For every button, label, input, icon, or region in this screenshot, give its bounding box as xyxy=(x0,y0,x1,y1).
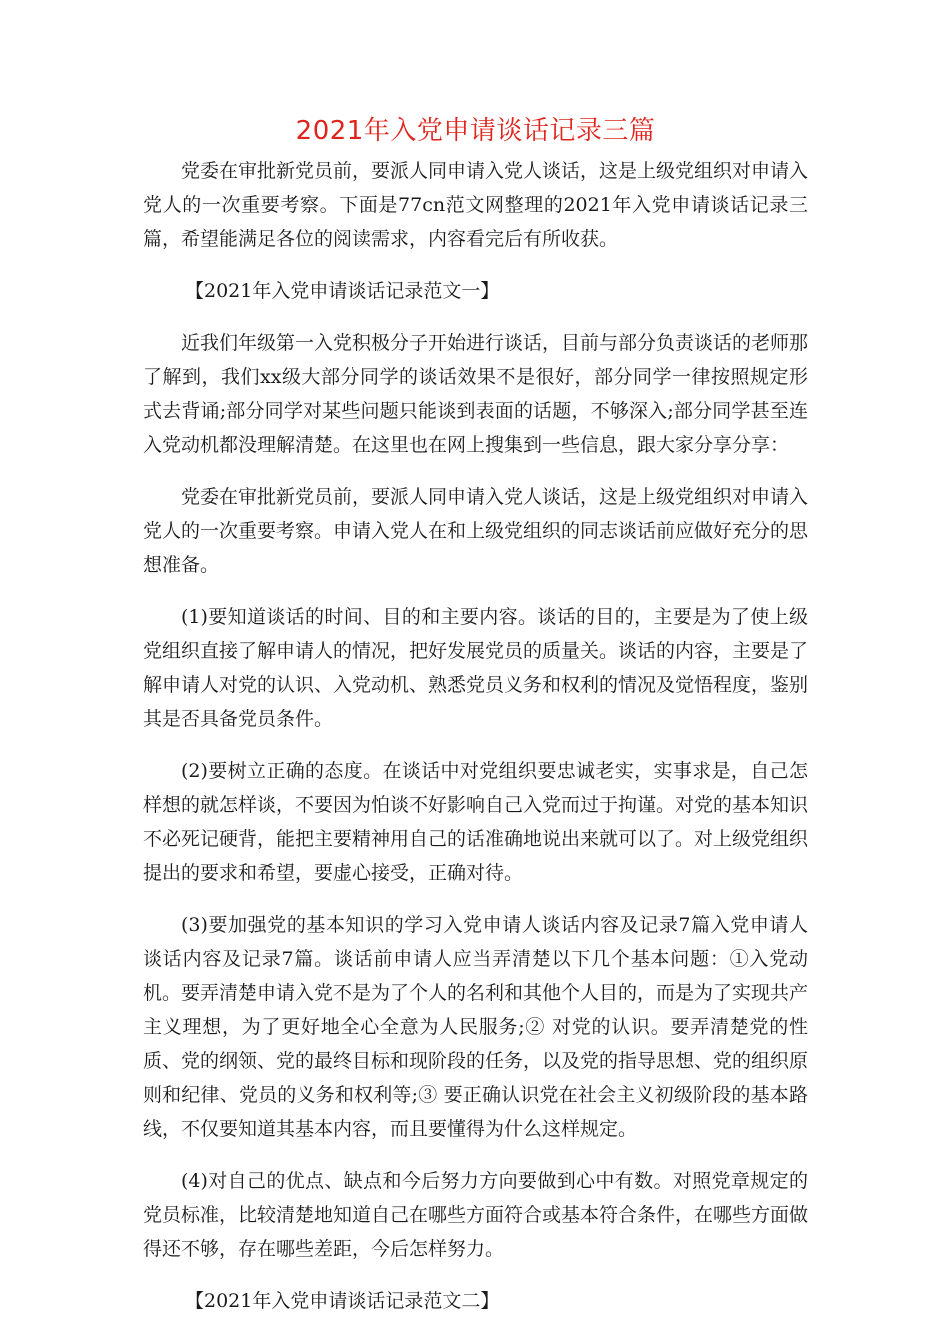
document-title: 2021年入党申请谈话记录三篇 xyxy=(295,116,656,146)
intro-paragraph: 党委在审批新党员前，要派人同申请入党人谈话，这是上级党组织对申请入党人的一次重要考察。下面是77cn范文网整理的2021年入党申请谈话记录三篇，希望能满足各位的阅读需求，内容看完后有所收获。 xyxy=(143,160,809,250)
document-page xyxy=(143,110,808,1336)
body-paragraph-3: (1)要知道谈话的时间、目的和主要内容。谈话的目的，主要是为了使上级党组织直接了解申请人的情况，把好发展党员的质量关。谈话的内容，主要是了解申请人对党的认识、入党动机、熟悉党员义务和权利的情况及觉悟程度，鉴别其是否具备党员条件。 xyxy=(143,606,809,730)
body-paragraph-6: (4)对自己的优点、缺点和今后努力方向要做到心中有数。对照党章规定的党员标准，比较清楚地知道自己在哪些方面符合或基本符合条件，在哪些方面做得还不够，存在哪些差距，今后怎样努力。 xyxy=(143,1170,809,1260)
section-heading-1: 【2021年入党申请谈话记录范文一】 xyxy=(185,280,500,302)
section-heading-2: 【2021年入党申请谈话记录范文二】 xyxy=(185,1290,500,1312)
body-paragraph-4: (2)要树立正确的态度。在谈话中对党组织要忠诚老实，实事求是，自己怎样想的就怎样谈，不要因为怕谈不好影响自己入党而过于拘谨。对党的基本知识不必死记硬背，能把主要精神用自己的话准确地说出来就可以了。对上级党组织提出的要求和希望，要虚心接受，正确对待。 xyxy=(143,760,809,884)
body-paragraph-5: (3)要加强党的基本知识的学习入党申请人谈话内容及记录7篇入党申请人谈话内容及记录7篇。谈话前申请人应当弄清楚以下几个基本问题：①入党动机。要弄清楚申请入党不是为了个人的名利和其他个人目的，而是为了实现共产主义理想，为了更好地全心全意为人民服务;② 对党的认识。要弄清楚党的性质、党的纲领、党的最终目标和现阶段的任务，以及党的指导思想、党的组织原则和纪律、党员的义务和权利等;③ 要正确认识党在社会主义初级阶段的基本路线，不仅要知道其基本内容，而且要懂得为什么这样规定。 xyxy=(143,914,809,1140)
body-paragraph-1: 近我们年级第一入党积极分子开始进行谈话，目前与部分负责谈话的老师那了解到，我们xx级大部分同学的谈话效果不是很好，部分同学一律按照规定形式去背诵;部分同学对某些问题只能谈到表面的话题，不够深入;部分同学甚至连入党动机都没理解清楚。在这里也在网上搜集到一些信息，跟大家分享分享： xyxy=(143,332,809,456)
body-paragraph-2: 党委在审批新党员前，要派人同申请入党人谈话，这是上级党组织对申请入党人的一次重要考察。申请入党人在和上级党组织的同志谈话前应做好充分的思想准备。 xyxy=(143,486,809,576)
